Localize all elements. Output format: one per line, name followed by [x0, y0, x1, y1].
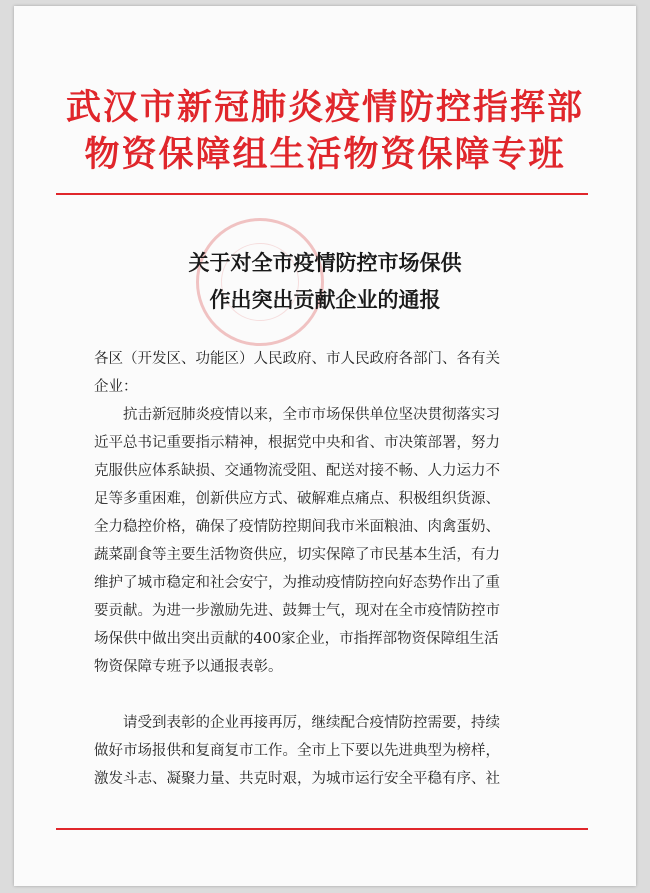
paragraph-line: 蔬菜副食等主要生活物资供应，切实保障了市民基本生活，有力: [94, 547, 500, 563]
addressee: [94, 345, 596, 401]
paragraph-line: 做好市场报供和复商复市工作。全市上下要以先进典型为榜样，: [94, 743, 500, 759]
paragraph-line: 足等多重困难，创新供应方式、破解难点痛点、积极组织货源、: [94, 491, 500, 507]
body-paragraph-2: [94, 709, 596, 793]
paragraph-line: 抗击新冠肺炎疫情以来，全市市场保供单位坚决贯彻落实习: [94, 407, 500, 423]
issuing-org-line-1: 武汉市新冠肺炎疫情防控指挥部: [65, 88, 584, 128]
paragraph-line: 维护了城市稳定和社会安宁，为推动疫情防控向好态势作出了重: [94, 575, 500, 591]
paragraph-line: 要贡献。为进一步激励先进、鼓舞士气，现对在全市疫情防控市: [94, 603, 500, 619]
paragraph-line: 场保供中做出突出贡献的400家企业，市指挥部物资保障组生活: [94, 631, 499, 647]
document-title-line-1: 关于对全市疫情防控市场保供: [188, 250, 462, 275]
paragraph-line: 激发斗志、凝聚力量、共克时艰，为城市运行安全平稳有序、社: [94, 771, 500, 787]
official-seal-stamp: [196, 218, 324, 346]
paragraph-line: 全力稳控价格，确保了疫情防控期间我市米面粮油、肉禽蛋奶、: [94, 519, 500, 535]
header-red-rule: [56, 193, 588, 195]
paragraph-line: 近平总书记重要指示精神，根据党中央和省、市决策部署，努力: [94, 435, 500, 451]
body-paragraph-1: [94, 401, 596, 681]
document-title-line-2: 作出突出贡献企业的通报: [209, 287, 441, 312]
footer-red-rule: [56, 828, 588, 830]
addressee-line: 企业：: [94, 379, 138, 395]
paragraph-line: 物资保障专班予以通报表彰。: [94, 659, 283, 675]
issuing-org-line-2: 物资保障组生活物资保障专班: [84, 135, 566, 175]
paragraph-line: 克服供应体系缺损、交通物流受阻、配送对接不畅、人力运力不: [94, 463, 500, 479]
addressee-line: 各区（开发区、功能区）人民政府、市人民政府各部门、各有关: [94, 351, 500, 367]
document-page: [14, 6, 636, 886]
paragraph-line: 请受到表彰的企业再接再厉，继续配合疫情防控需要，持续: [94, 715, 500, 731]
